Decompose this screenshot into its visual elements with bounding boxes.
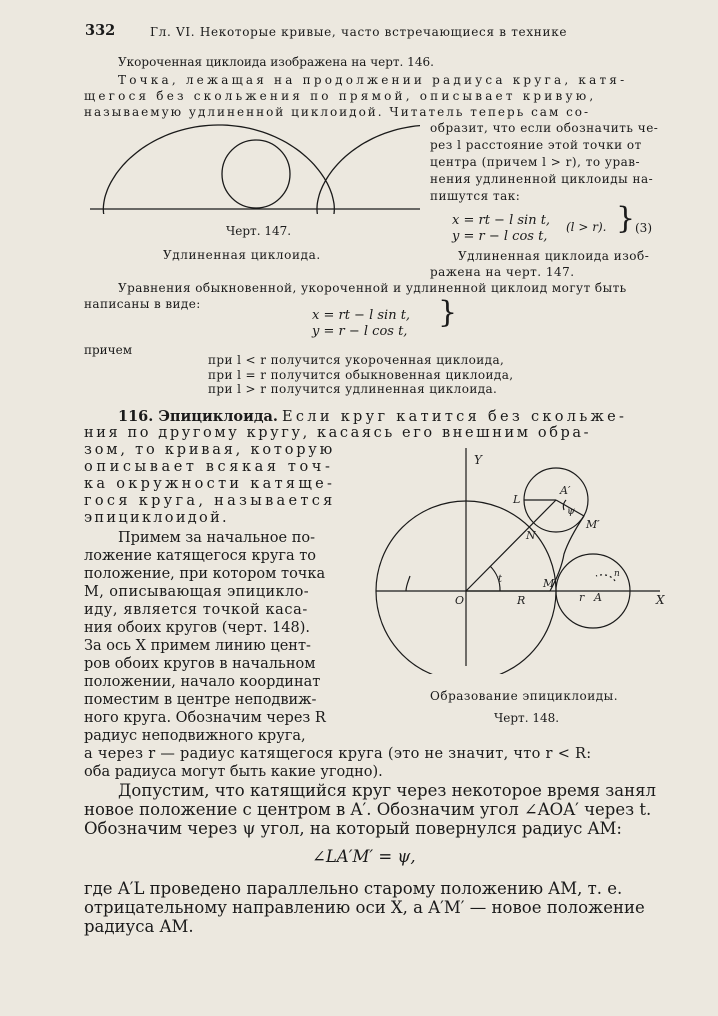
text-line: Точка, лежащая на продолжении радиуса круга, катя-	[118, 73, 628, 87]
case-line: при l > r получится удлиненная циклоида.	[208, 382, 498, 396]
text-line: ния обоих кругов (черт. 148).	[84, 620, 310, 636]
text-line: иду, является точкой каса-	[84, 602, 308, 618]
text-line: щегося без скольжения по прямой, описывает кривую,	[84, 89, 597, 103]
label-t: t	[498, 574, 503, 585]
label-Y: Y	[474, 453, 482, 467]
text-line: где A′L проведено параллельно старому положению AM, т. е.	[84, 879, 623, 898]
text-line: эпициклоидой.	[84, 510, 229, 526]
cases-intro: причем	[84, 343, 133, 357]
label-r: r	[579, 591, 585, 604]
label-X: X	[656, 593, 665, 607]
figure-148-title: Образование эпициклоиды.	[430, 689, 619, 703]
text-line: Уравнения обыкновенной, укороченной и удлиненной циклоид могут быть	[118, 281, 627, 295]
rolling-circle	[222, 140, 290, 208]
text-line: ка окружности катяще-	[84, 476, 336, 492]
formula-brace: }	[616, 201, 636, 236]
text-line: центра (причем l > r), то урав-	[430, 155, 641, 169]
label-M: M	[543, 577, 555, 590]
formula-3-number: (3)	[635, 221, 652, 235]
text-line: Если круг катится без скольже-	[282, 409, 628, 425]
text-line: рез l расстояние этой точки от	[430, 138, 642, 152]
text-line: положении, начало координат	[84, 674, 321, 690]
text-line: Допустим, что катящийся круг через некоторое время занял	[118, 781, 656, 800]
text-line: положение, при котором точка	[84, 566, 326, 582]
fixed-circle-mark	[406, 576, 410, 591]
figure-148-caption: Черт. 148.	[494, 711, 560, 725]
text-line: радиус неподвижного круга,	[84, 728, 306, 744]
formula-brace: }	[438, 295, 458, 330]
label-L: L	[513, 493, 521, 506]
case-line: при l = r получится обыкновенная циклоида,	[208, 368, 514, 382]
formula-3-y: y = r − l cos t,	[452, 229, 548, 244]
rolling-dotted-arc	[596, 575, 615, 581]
text-line: ражена на черт. 147.	[430, 265, 575, 279]
text-line: а через r — радиус катящегося круга (это не значит, что r < R:	[84, 746, 592, 762]
epicycloid-arc	[550, 516, 584, 591]
text-line: ложение катящегося круга то	[84, 548, 316, 564]
label-N: N	[526, 529, 536, 542]
text-line: описывает всякая точ-	[84, 459, 334, 475]
figure-147-title: Удлиненная циклоида.	[163, 248, 321, 262]
running-title: Гл. VI. Некоторые кривые, часто встречающиеся в технике	[150, 25, 568, 39]
case-line: при l < r получится укороченная циклоида,	[208, 353, 505, 367]
text-line: поместим в центре неподвиж-	[84, 692, 317, 708]
figure-147-caption: Черт. 147.	[226, 224, 292, 238]
text-line: нения удлиненной циклоиды на-	[430, 172, 654, 186]
text-line: ров обоих кругов в начальном	[84, 656, 316, 672]
text-line: M, описывающая эпицикло-	[84, 584, 310, 600]
text-line: Укороченная циклоида изображена на черт. 146.	[118, 55, 434, 69]
text-line: написаны в виде:	[84, 297, 201, 311]
formula-general-x: x = rt − l sin t,	[312, 308, 411, 323]
label-A-prime: A′	[560, 484, 571, 497]
text-line: зом, то кривая, которую	[84, 442, 336, 458]
text-line: Удлиненная циклоида изоб-	[458, 249, 650, 263]
label-A: A	[594, 591, 602, 604]
text-line: радиуса AM.	[84, 917, 194, 936]
text-line: новое положение с центром в A′. Обозначим угол ∠AOA′ через t.	[84, 800, 652, 819]
label-psi: ψ	[567, 506, 575, 517]
text-line: Обозначим через ψ угол, на который повернулся радиус AM:	[84, 819, 622, 838]
section-heading: 116. Эпициклоида.	[118, 408, 278, 425]
formula-3-x: x = rt − l sin t,	[452, 213, 551, 228]
text-line: ния по другому кругу, касаясь его внешним обра-	[84, 425, 592, 441]
text-line: ного круга. Обозначим через R	[84, 710, 326, 726]
page-number: 332	[85, 22, 116, 39]
label-O: O	[455, 594, 465, 607]
label-R: R	[517, 594, 526, 607]
formula-3-condition: (l > r).	[566, 220, 607, 234]
prolate-cycloid-curve	[103, 125, 420, 214]
text-line: называемую удлиненной циклоидой. Читатель теперь сам со-	[84, 105, 591, 119]
equation-psi: ∠LA′M′ = ψ,	[312, 847, 416, 866]
text-line: оба радиуса могут быть какие угодно).	[84, 764, 383, 780]
label-n: n	[614, 569, 620, 579]
text-line: За ось X примем линию цент-	[84, 638, 311, 654]
text-line: образит, что если обозначить че-	[430, 121, 659, 135]
figure-147-prolate-cycloid	[90, 112, 420, 214]
formula-general-y: y = r − l cos t,	[312, 324, 408, 339]
text-line: Примем за начальное по-	[118, 530, 316, 546]
text-line: гося круга, называется	[84, 493, 336, 509]
text-line: отрицательному направлению оси X, а A′M′ — новое положение	[84, 898, 645, 917]
label-M-prime: M′	[586, 518, 600, 531]
figure-148-epicycloid	[372, 444, 682, 674]
text-line: пишутся так:	[430, 189, 521, 203]
